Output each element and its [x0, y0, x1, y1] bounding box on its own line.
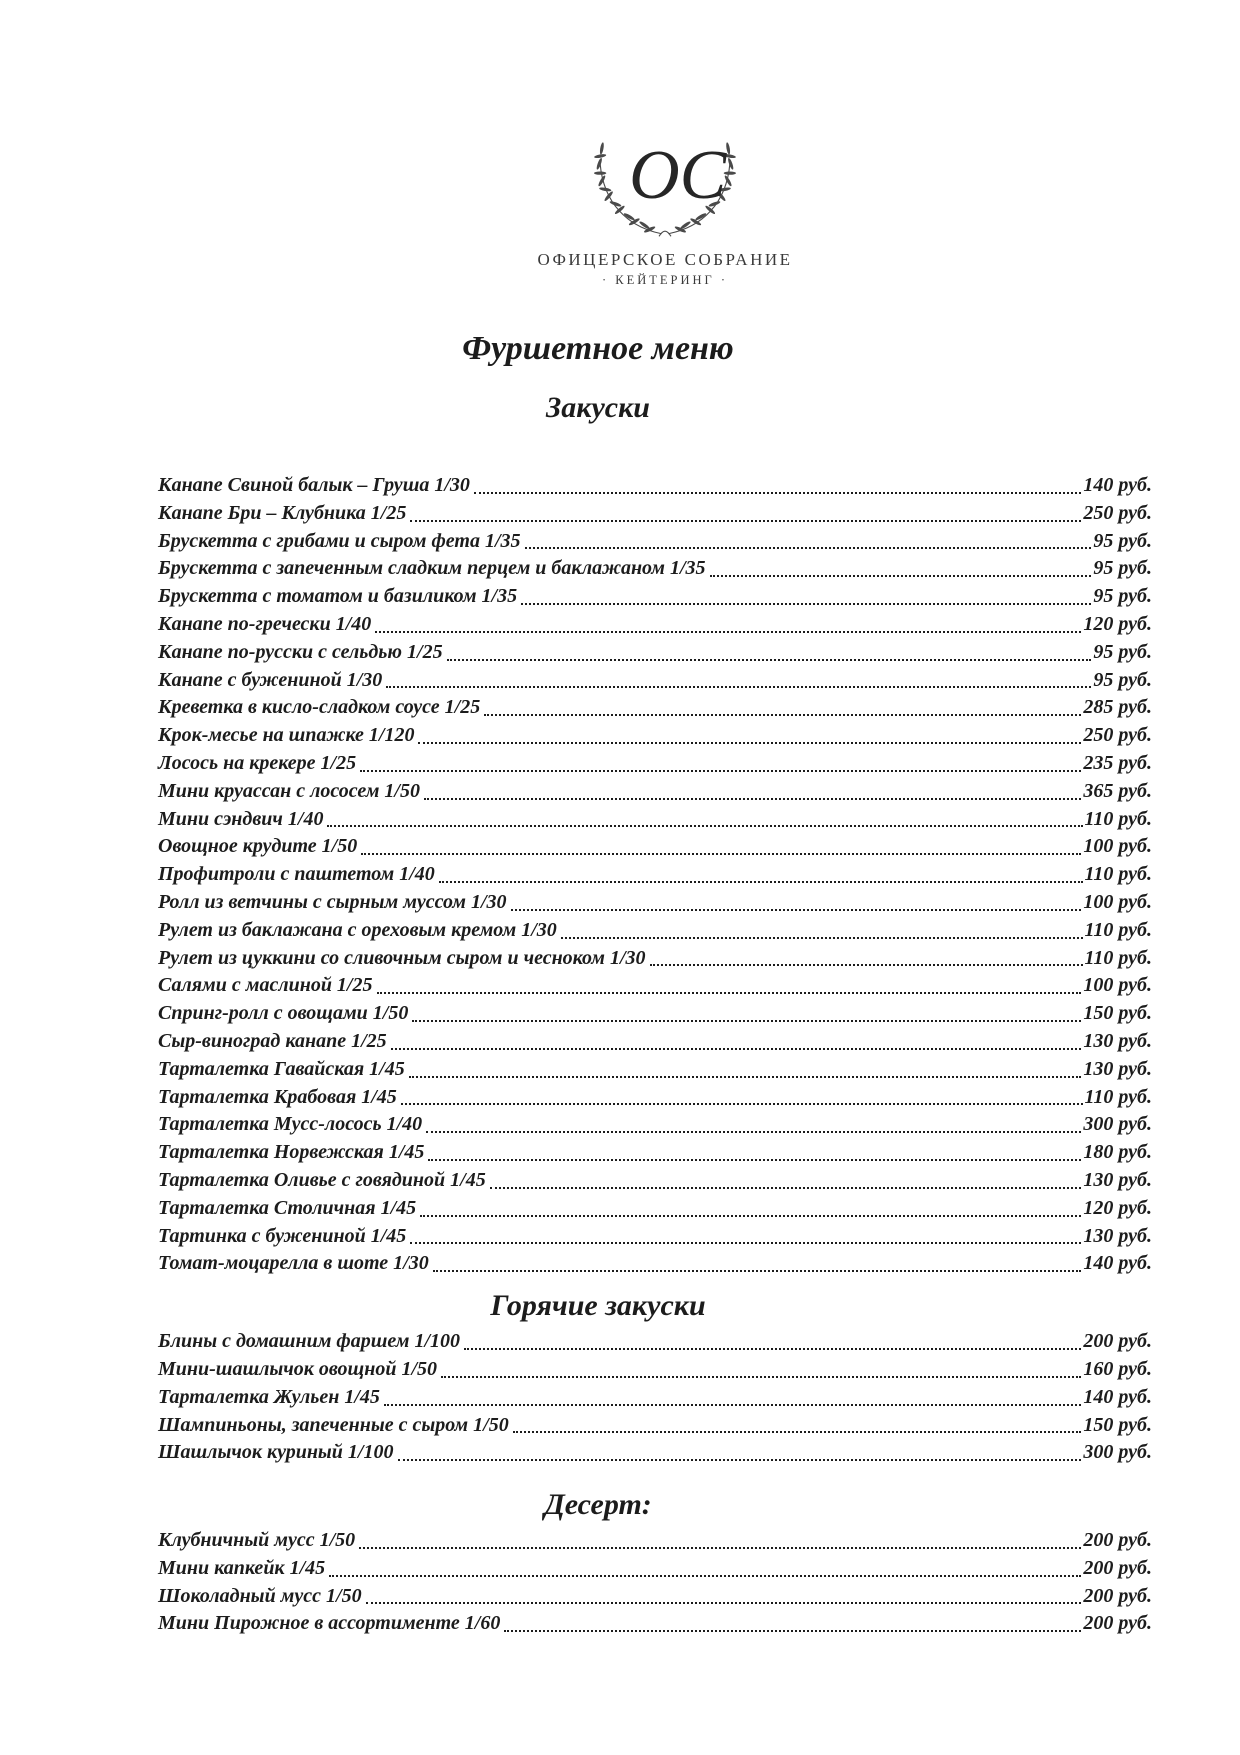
menu-item-price: 100 руб.: [1083, 974, 1152, 997]
menu-item-name: Рулет из баклажана с ореховым кремом 1/30: [158, 918, 557, 941]
menu-item-row: [158, 1058, 1152, 1086]
menu-item-row: [158, 808, 1152, 836]
menu-item-row: [158, 1169, 1152, 1197]
menu-item-name: Томат-моцарелла в шоте 1/30: [158, 1252, 429, 1275]
org-name: ОФИЦЕРСКОЕ СОБРАНИЕ: [537, 250, 793, 269]
menu-item-row: [158, 641, 1152, 669]
menu-item-price: 300 руб.: [1083, 1441, 1152, 1464]
menu-item-name: Брускетта с томатом и базиликом 1/35: [158, 585, 518, 608]
menu-item-price: 365 руб.: [1083, 779, 1152, 802]
menu-item-row: [158, 1113, 1152, 1141]
menu-item-price: 130 руб.: [1083, 1057, 1152, 1080]
menu-item-price: 110 руб.: [1084, 918, 1152, 941]
dotted-leader: [377, 992, 1082, 994]
menu-item-row: [158, 1386, 1152, 1414]
menu-item-row: [158, 1557, 1152, 1585]
menu-item-price: 110 руб.: [1084, 946, 1152, 969]
menu-item-price: 250 руб.: [1083, 724, 1152, 747]
menu-item-name: Брускетта с грибами и сыром фета 1/35: [158, 529, 521, 552]
menu-item-price: 95 руб.: [1093, 585, 1152, 608]
menu-item-name: Лосось на крекере 1/25: [158, 751, 357, 774]
dotted-leader: [464, 1348, 1081, 1350]
menu-item-row: [158, 1030, 1152, 1058]
dotted-leader: [384, 1404, 1082, 1406]
dotted-leader: [504, 1630, 1081, 1632]
menu-item-price: 95 руб.: [1093, 668, 1152, 691]
dotted-leader: [511, 909, 1082, 911]
menu-item-price: 250 руб.: [1083, 501, 1152, 524]
menu-item-row: [158, 585, 1152, 613]
menu-item-name: Профитроли с паштетом 1/40: [158, 863, 435, 886]
menu-item-name: Мини-шашлычок овощной 1/50: [158, 1357, 438, 1380]
menu-item-name: Канапе по-гречески 1/40: [158, 612, 372, 635]
menu-item-price: 160 руб.: [1083, 1357, 1152, 1380]
menu-item-row: [158, 1197, 1152, 1225]
menu-item-row: [158, 1414, 1152, 1442]
menu-item-name: Тарталетка Столичная 1/45: [158, 1196, 417, 1219]
menu-item-row: [158, 669, 1152, 697]
menu-item-price: 180 руб.: [1083, 1141, 1152, 1164]
menu-item-row: [158, 502, 1152, 530]
menu-item-price: 200 руб.: [1083, 1529, 1152, 1552]
menu-item-price: 140 руб.: [1083, 1385, 1152, 1408]
menu-item-row: [158, 696, 1152, 724]
menu-item-price: 140 руб.: [1083, 1252, 1152, 1275]
org-subtitle: · КЕЙТЕРИНГ ·: [601, 273, 729, 287]
menu-item-row: [158, 1141, 1152, 1169]
menu-item-name: Тарталетка Норвежская 1/45: [158, 1141, 425, 1164]
menu-item-name: Крок-месье на шпажке 1/120: [158, 724, 415, 747]
dotted-leader: [521, 603, 1091, 605]
menu-item-row: [158, 1252, 1152, 1280]
dotted-leader: [360, 770, 1081, 772]
menu-item-name: Сыр-виноград канапе 1/25: [158, 1029, 387, 1052]
menu-item-row: [158, 1585, 1152, 1613]
dotted-leader: [375, 631, 1081, 633]
menu-section: [0, 1284, 1240, 1469]
dotted-leader: [426, 1131, 1081, 1133]
menu-item-price: 130 руб.: [1083, 1168, 1152, 1191]
menu-item-name: Креветка в кисло-сладком соусе 1/25: [158, 696, 481, 719]
menu-item-price: 120 руб.: [1083, 1196, 1152, 1219]
menu-item-name: Шоколадный мусс 1/50: [158, 1584, 362, 1607]
menu-item-name: Тарталетка Мусс-лосось 1/40: [158, 1113, 423, 1136]
menu-item-name: Ролл из ветчины с сырным муссом 1/30: [158, 890, 507, 913]
dotted-leader: [447, 659, 1092, 661]
dotted-leader: [561, 937, 1083, 939]
menu-item-name: Салями с маслиной 1/25: [158, 974, 373, 997]
menu-item-price: 130 руб.: [1083, 1029, 1152, 1052]
section-items: [158, 1529, 1152, 1640]
section-items: [158, 1330, 1152, 1469]
dotted-leader: [401, 1103, 1083, 1105]
dotted-leader: [366, 1602, 1082, 1604]
menu-item-name: Тарталетка Оливье с говядиной 1/45: [158, 1168, 486, 1191]
menu-item-price: 200 руб.: [1083, 1584, 1152, 1607]
menu-item-name: Блины с домашним фаршем 1/100: [158, 1330, 461, 1353]
dotted-leader: [441, 1376, 1081, 1378]
menu-item-price: 300 руб.: [1083, 1113, 1152, 1136]
section-heading: Горячие закуски: [490, 1289, 706, 1323]
brand-header: [90, 0, 1240, 288]
menu-item-price: 100 руб.: [1083, 890, 1152, 913]
dotted-leader: [361, 853, 1081, 855]
menu-item-price: 235 руб.: [1083, 751, 1152, 774]
menu-item-name: Канапе с бужениной 1/30: [158, 668, 383, 691]
section-items: [158, 474, 1152, 1280]
dotted-leader: [474, 492, 1082, 494]
menu-item-name: Мини капкейк 1/45: [158, 1556, 326, 1579]
menu-item-row: [158, 530, 1152, 558]
dotted-leader: [484, 714, 1081, 716]
menu-title: Фуршетное меню: [462, 330, 734, 367]
menu-sections: [0, 386, 1240, 1640]
menu-item-price: 110 руб.: [1084, 863, 1152, 886]
section-heading: Десерт:: [544, 1488, 652, 1522]
menu-item-row: [158, 1002, 1152, 1030]
menu-item-row: [158, 835, 1152, 863]
menu-item-price: 120 руб.: [1083, 612, 1152, 635]
menu-section: [0, 386, 1240, 1280]
dotted-leader: [391, 1048, 1082, 1050]
menu-item-name: Канапе Свиной балык – Груша 1/30: [158, 474, 470, 496]
menu-item-row: [158, 1330, 1152, 1358]
menu-item-name: Канапе Бри – Клубника 1/25: [158, 501, 407, 524]
section-heading: Закуски: [546, 391, 650, 424]
menu-item-name: Брускетта с запеченным сладким перцем и баклажаном 1/35: [158, 557, 706, 580]
menu-item-name: Клубничный мусс 1/50: [158, 1529, 356, 1552]
dotted-leader: [439, 881, 1083, 883]
monogram-oc: ОС: [629, 136, 727, 214]
menu-item-price: 200 руб.: [1083, 1612, 1152, 1635]
menu-item-row: [158, 1358, 1152, 1386]
menu-item-price: 130 руб.: [1083, 1224, 1152, 1247]
dotted-leader: [420, 1215, 1081, 1217]
dotted-leader: [386, 686, 1091, 688]
menu-item-name: Мини сэндвич 1/40: [158, 807, 324, 830]
menu-item-price: 150 руб.: [1083, 1413, 1152, 1436]
menu-item-price: 285 руб.: [1083, 696, 1152, 719]
dotted-leader: [398, 1459, 1082, 1461]
dotted-leader: [525, 547, 1092, 549]
menu-item-row: [158, 974, 1152, 1002]
menu-item-price: 110 руб.: [1084, 807, 1152, 830]
menu-item-price: 200 руб.: [1083, 1556, 1152, 1579]
menu-item-name: Шампиньоны, запеченные с сыром 1/50: [158, 1413, 509, 1436]
menu-item-price: 110 руб.: [1084, 1085, 1152, 1108]
menu-item-name: Тарталетка Крабовая 1/45: [158, 1085, 397, 1108]
menu-item-row: [158, 947, 1152, 975]
menu-item-name: Тартинка с бужениной 1/45: [158, 1224, 407, 1247]
laurel-wreath-icon: [565, 116, 765, 244]
dotted-leader: [513, 1431, 1082, 1433]
menu-item-price: 140 руб.: [1083, 474, 1152, 496]
menu-item-price: 200 руб.: [1083, 1330, 1152, 1353]
menu-item-name: Канапе по-русски с сельдью 1/25: [158, 640, 443, 663]
menu-item-row: [158, 724, 1152, 752]
menu-item-name: Овощное крудите 1/50: [158, 835, 358, 858]
menu-item-name: Спринг-ролл с овощами 1/50: [158, 1002, 409, 1025]
menu-item-row: [158, 863, 1152, 891]
menu-item-name: Шашлычок куриный 1/100: [158, 1441, 394, 1464]
menu-item-row: [158, 557, 1152, 585]
menu-item-price: 95 руб.: [1093, 557, 1152, 580]
menu-item-price: 95 руб.: [1093, 640, 1152, 663]
menu-item-row: [158, 1529, 1152, 1557]
menu-item-row: [158, 1441, 1152, 1469]
menu-item-row: [158, 919, 1152, 947]
dotted-leader: [710, 575, 1092, 577]
menu-item-row: [158, 891, 1152, 919]
menu-item-row: [158, 1225, 1152, 1253]
dotted-leader: [490, 1187, 1082, 1189]
dotted-leader: [359, 1547, 1081, 1549]
dotted-leader: [650, 964, 1083, 966]
menu-item-name: Тарталетка Жульен 1/45: [158, 1385, 380, 1408]
dotted-leader: [327, 825, 1082, 827]
menu-section: [0, 1483, 1240, 1640]
dotted-leader: [410, 1242, 1081, 1244]
dotted-leader: [433, 1270, 1082, 1272]
dotted-leader: [424, 798, 1081, 800]
dotted-leader: [329, 1575, 1081, 1577]
menu-item-name: Мини круассан с лососем 1/50: [158, 779, 420, 802]
menu-item-name: Мини Пирожное в ассортименте 1/60: [158, 1612, 501, 1635]
menu-item-row: [158, 613, 1152, 641]
menu-item-row: [158, 474, 1152, 502]
dotted-leader: [418, 742, 1081, 744]
menu-item-name: Рулет из цуккини со сливочным сыром и чесноком 1/30: [158, 946, 646, 969]
dotted-leader: [410, 520, 1081, 522]
dotted-leader: [412, 1020, 1081, 1022]
menu-item-row: [158, 780, 1152, 808]
menu-item-price: 100 руб.: [1083, 835, 1152, 858]
menu-item-row: [158, 752, 1152, 780]
menu-item-price: 150 руб.: [1083, 1002, 1152, 1025]
menu-item-row: [158, 1612, 1152, 1640]
dotted-leader: [428, 1159, 1081, 1161]
dotted-leader: [409, 1076, 1082, 1078]
menu-item-name: Тарталетка Гавайская 1/45: [158, 1057, 405, 1080]
menu-item-row: [158, 1086, 1152, 1114]
menu-item-price: 95 руб.: [1093, 529, 1152, 552]
